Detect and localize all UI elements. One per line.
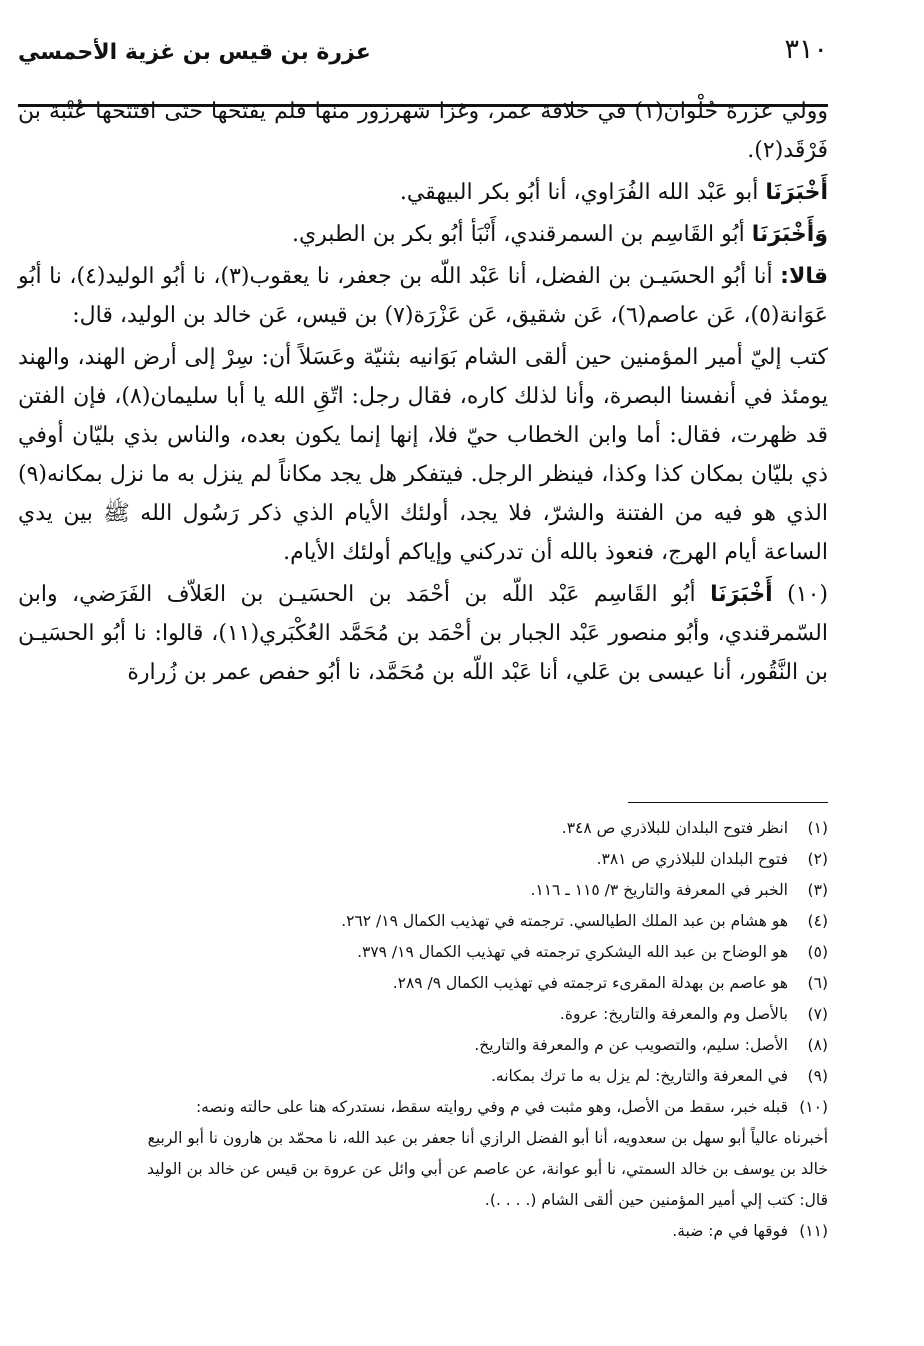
footnote <box>18 1030 828 1061</box>
isnad-marker: أَخْبَرَنَا <box>765 180 828 205</box>
book-page <box>18 0 828 1346</box>
isnad-marker: قالا: <box>780 264 828 289</box>
isnad-marker: أَخْبَرَنَا <box>710 582 773 607</box>
footnote-number: (١٠) <box>799 1098 828 1116</box>
footnote <box>18 906 828 937</box>
footnote-number: (٦) <box>807 974 828 992</box>
footnote-number: (١) <box>807 819 828 837</box>
footnote-text: هو هشام بن عبد الملك الطيالسي. ترجمته في تهذيب الكمال ١٩/ ٢٦٢. <box>341 912 788 930</box>
paragraph-6 <box>18 575 828 692</box>
footnote-continuation: أخبرناه عالياً أبو سهل بن سعدويه، أنا أبو الفضل الرازي أنا جعفر بن عبد الله، نا محمّد بن هارون نا أبو الربيع <box>147 1129 828 1147</box>
footnote <box>18 844 828 875</box>
footnote-number: (٣) <box>807 881 828 899</box>
paragraph-5: كتب إليّ أمير المؤمنين حين ألقى الشام بَوَانيه بثنيّة وعَسَلاً أن: سِرْ إلى أرض الهند، والهند يومئذ في أنفسنا البصرة، وأنا لذلك كاره، فقال رجل: اتّقِ الله يا أبا سليمان(٨)، فإن الفتن قد ظهرت، فقال: أما وابن الخطاب حيّ فلا، إنها إنما يكون بعده، والناس بذي بليّان أوفي ذي بليّان بمكان كذا وكذا، فينظر الرجل. فيتفكر هل يجد مكاناً لم ينزل به ما نزل بمكانه(٩) الذي هو فيه من الفتنة والشرّ، فلا يجد، أولئك الأيام الذي ذكر رَسُول الله ﷺ بين يدي الساعة أيام الهرج، فنعوذ بالله أن تدركني وإياكم أولئك الأيام. <box>18 345 828 565</box>
paragraph-2-text: أبو عَبْد الله الفُرَاوي، أنا أبُو بكر البيهقي. <box>399 180 759 205</box>
main-text <box>18 92 828 695</box>
footnote <box>18 937 828 968</box>
footnote-number: (٢) <box>807 850 828 868</box>
footnote-continuation: قال: كتب إلي أمير المؤمنين حين ألقى الشام (. . . .). <box>484 1191 828 1209</box>
footnote-text: بالأصل وم والمعرفة والتاريخ: عروة. <box>559 1005 788 1023</box>
paragraph-3 <box>18 215 828 254</box>
footnote-number: (٨) <box>807 1036 828 1054</box>
footnote-number: (٥) <box>807 943 828 961</box>
footnote <box>18 1092 828 1123</box>
running-title: عزرة بن قيس بن غزية الأحمسي <box>18 40 371 65</box>
footnote-text: هو الوضاح بن عبد الله اليشكري ترجمته في تهذيب الكمال ١٩/ ٣٧٩. <box>357 943 788 961</box>
footnotes <box>18 813 828 1247</box>
footnote-text: في المعرفة والتاريخ: لم يزل به ما ترك بمكانه. <box>491 1067 788 1085</box>
footnote-number: (٤) <box>807 912 828 930</box>
footnote <box>18 1061 828 1092</box>
paragraph-2 <box>18 173 828 212</box>
footnote <box>18 1216 828 1247</box>
footnote-text: فوقها في م: ضبة. <box>672 1222 788 1240</box>
isnad-marker: وَأَخْبَرَنَا <box>751 222 828 247</box>
paragraph-4 <box>18 257 828 335</box>
running-header <box>18 30 828 76</box>
paragraph-1: وولي عزرة حُلْوان(١) في خلافة عمر، وغزا شهرزور منها فلم يفتحها حتى افتتحها عُتْبة بن فَرْقَد(٢). <box>18 99 828 163</box>
footnote <box>18 813 828 844</box>
footnote-rule <box>628 802 828 803</box>
footnote-text: هو عاصم بن بهدلة المقرىء ترجمته في تهذيب الكمال ٩/ ٢٨٩. <box>392 974 788 992</box>
footnote-text: الأصل: سليم، والتصويب عن م والمعرفة والتاريخ. <box>474 1036 788 1054</box>
footnote-text: انظر فتوح البلدان للبلاذري ص ٣٤٨. <box>561 819 788 837</box>
paragraph-6-number: (١٠) <box>787 582 828 607</box>
footnote-text: فتوح البلدان للبلاذري ص ٣٨١. <box>596 850 788 868</box>
footnote-text: قبله خبر، سقط من الأصل، وهو مثبت في م وفي روايته سقط، نستدركه هنا على حالته ونصه: <box>195 1098 788 1116</box>
footnote-number: (١١) <box>799 1222 828 1240</box>
footnote-number: (٩) <box>807 1067 828 1085</box>
page-number: ٣١٠ <box>784 34 828 65</box>
footnote <box>18 875 828 906</box>
footnote-number: (٧) <box>807 1005 828 1023</box>
paragraph-4-text: أنا أبُو الحسَيـن بن الفضل، أنا عَبْد اللّه بن جعفر، نا يعقوب(٣)، نا أبُو الوليد(٤)، نا أبُو عَوَانة(٥)، عَن عاصم(٦)، عَن شقيق، عَن عَزْرَة(٧) بن قيس، عَن خالد بن الوليد، قال: <box>18 264 828 328</box>
paragraph-6-text: أبُو القَاسِم عَبْد اللّه بن أحْمَد بن الحسَيـن بن العَلاّف الفَرَضي، وابن السّمرقندي، وأبُو منصور عَبْد الجبار بن أحْمَد بن مُحَمَّد العُكْبَري(١١)، قالوا: نا أبُو الحسَيـن بن النَّقُور، أنا عيسى بن عَلي، أنا عَبْد اللّه بن مُحَمَّد، نا أبُو حفص عمر بن زُرارة <box>18 582 828 685</box>
footnote-text: الخبر في المعرفة والتاريخ ٣/ ١١٥ ـ ١١٦. <box>530 881 788 899</box>
footnote <box>18 999 828 1030</box>
paragraph-3-text: أبُو القَاسِم بن السمرقندي، أَنْبَأ أبُو بكر بن الطبري. <box>291 222 745 247</box>
footnote <box>18 968 828 999</box>
footnote-continuation: خالد بن يوسف بن خالد السمتي، نا أبو عوانة، عن عاصم عن أبي وائل عن عروة بن قيس عن خالد بن الوليد <box>147 1160 828 1178</box>
